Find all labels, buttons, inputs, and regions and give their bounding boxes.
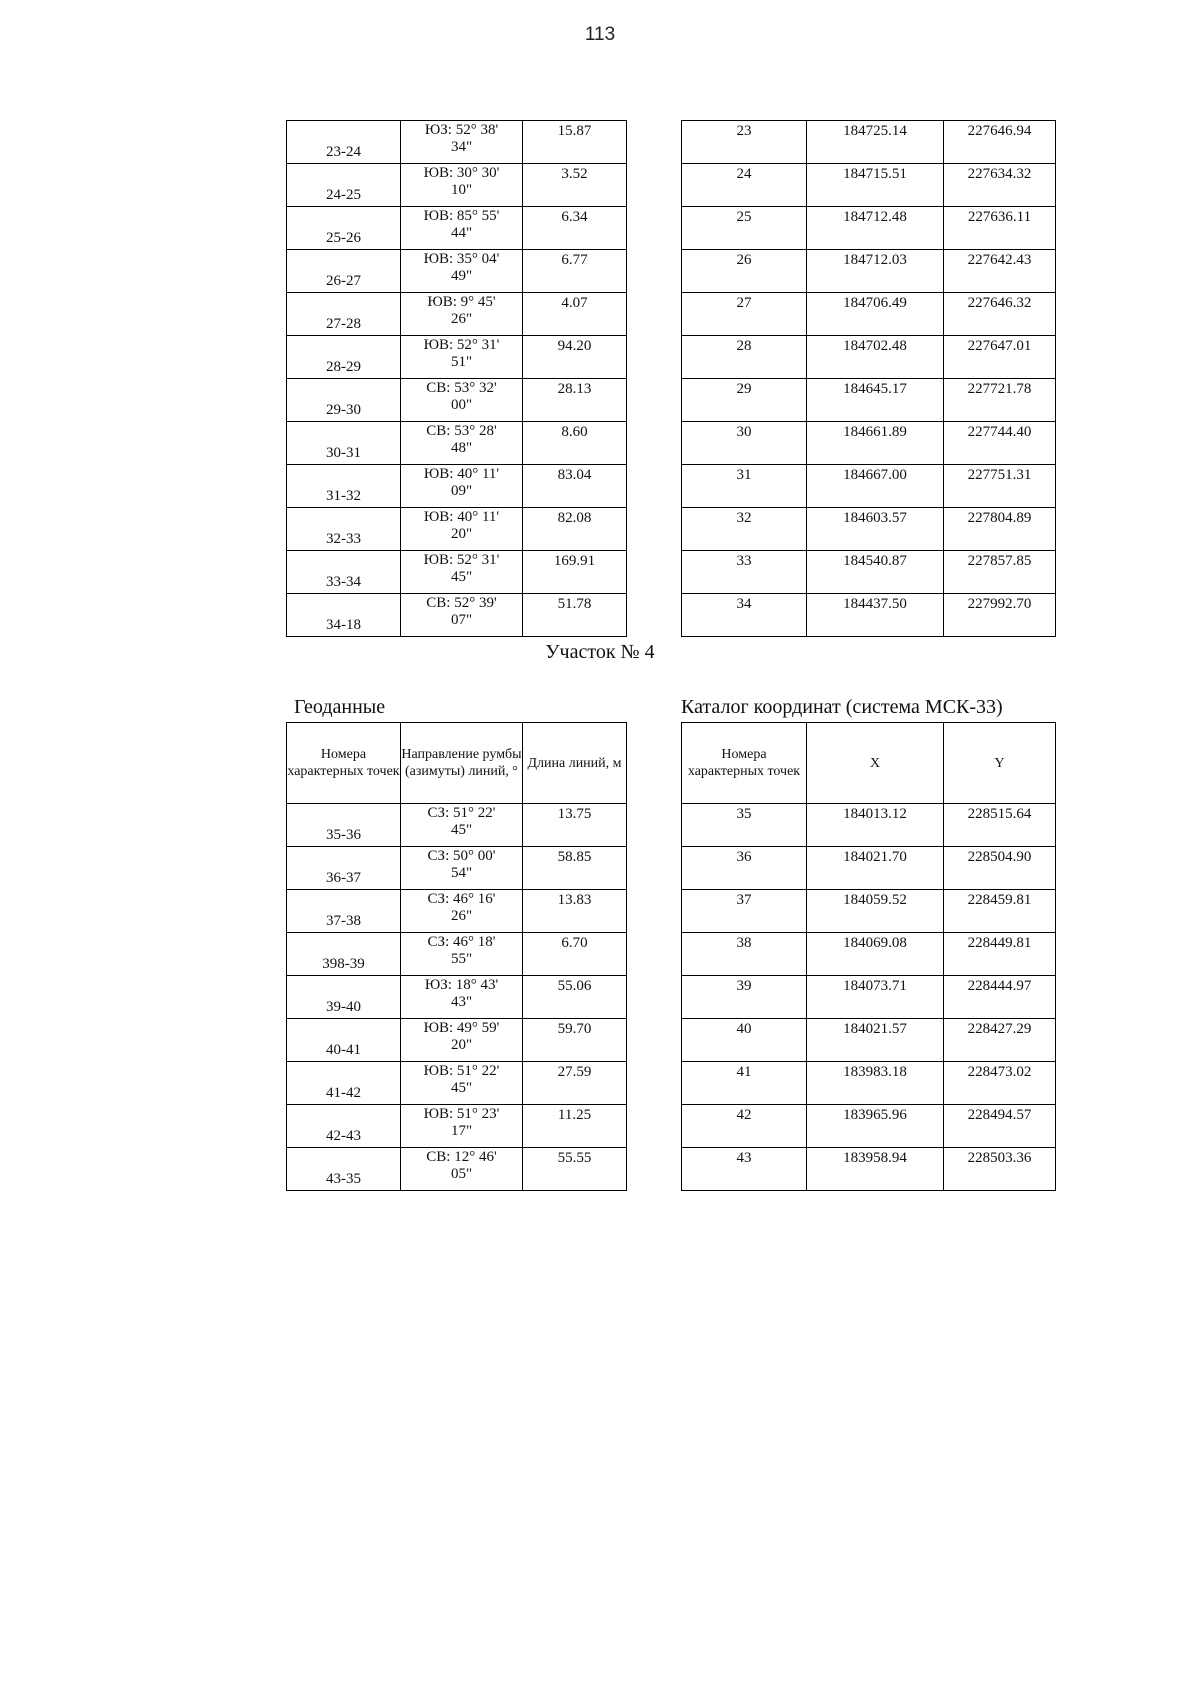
length-cell: 55.55 (523, 1148, 627, 1191)
direction-degrees: ЮЗ: 52° 38' (424, 122, 499, 138)
points-cell: 398-39 (287, 933, 401, 976)
table-row (682, 594, 1056, 637)
length-cell: 11.25 (523, 1105, 627, 1148)
table-row (682, 422, 1056, 465)
header-x: X (807, 723, 944, 804)
table-row (682, 976, 1056, 1019)
direction-degrees: ЮВ: 85° 55' (423, 208, 500, 224)
catalog-header-row (682, 723, 1056, 804)
header-points: Номера характерных точек (287, 723, 401, 804)
y-cell: 228444.97 (944, 976, 1056, 1019)
y-cell: 228515.64 (944, 804, 1056, 847)
point-cell: 33 (682, 551, 807, 594)
direction-cell (401, 804, 523, 847)
direction-cell (401, 422, 523, 465)
x-cell: 184013.12 (807, 804, 944, 847)
direction-cell (401, 1105, 523, 1148)
catalog-table-bottom-body (682, 804, 1056, 1191)
points-cell: 24-25 (287, 164, 401, 207)
direction-degrees: ЮВ: 40° 11' (423, 466, 500, 482)
direction-cell (401, 1062, 523, 1105)
y-cell: 228427.29 (944, 1019, 1056, 1062)
direction-degrees: СЗ: 46° 16' (427, 891, 496, 907)
length-cell: 13.83 (523, 890, 627, 933)
y-cell: 227646.32 (944, 293, 1056, 336)
x-cell: 184667.00 (807, 465, 944, 508)
points-cell: 40-41 (287, 1019, 401, 1062)
y-cell: 227647.01 (944, 336, 1056, 379)
table-row (287, 1148, 627, 1191)
table-row (682, 207, 1056, 250)
direction-cell (401, 976, 523, 1019)
length-cell: 59.70 (523, 1019, 627, 1062)
direction-degrees: ЮВ: 49° 59' (423, 1020, 500, 1036)
length-cell: 13.75 (523, 804, 627, 847)
direction-degrees: СВ: 53° 32' (426, 380, 497, 396)
length-cell: 8.60 (523, 422, 627, 465)
direction-cell (401, 1148, 523, 1191)
direction-cell (401, 121, 523, 164)
direction-seconds: 44" (450, 225, 473, 241)
direction-degrees: ЮЗ: 18° 43' (424, 977, 499, 993)
x-cell: 184603.57 (807, 508, 944, 551)
direction-seconds: 09" (450, 483, 473, 499)
points-cell: 26-27 (287, 250, 401, 293)
table-row (682, 1148, 1056, 1191)
catalog-caption: Каталог координат (система МСК-33) (681, 696, 1003, 718)
points-cell: 29-30 (287, 379, 401, 422)
y-cell: 228504.90 (944, 847, 1056, 890)
table-row (682, 121, 1056, 164)
geodata-table-bottom (286, 722, 627, 1191)
length-cell: 58.85 (523, 847, 627, 890)
table-row (287, 465, 627, 508)
y-cell: 227751.31 (944, 465, 1056, 508)
direction-degrees: ЮВ: 40° 11' (423, 509, 500, 525)
table-row (682, 1019, 1056, 1062)
table-row (287, 1019, 627, 1062)
geodata-table-bottom-body (287, 804, 627, 1191)
points-cell: 30-31 (287, 422, 401, 465)
points-cell: 34-18 (287, 594, 401, 637)
table-row (287, 804, 627, 847)
table-row (682, 804, 1056, 847)
table-row (287, 422, 627, 465)
x-cell: 184712.48 (807, 207, 944, 250)
direction-degrees: ЮВ: 35° 04' (423, 251, 500, 267)
direction-degrees: СЗ: 50° 00' (427, 848, 496, 864)
direction-seconds: 00" (450, 397, 473, 413)
direction-cell (401, 465, 523, 508)
length-cell: 94.20 (523, 336, 627, 379)
y-cell: 227992.70 (944, 594, 1056, 637)
direction-cell (401, 890, 523, 933)
table-row (287, 1062, 627, 1105)
point-cell: 39 (682, 976, 807, 1019)
length-cell: 6.34 (523, 207, 627, 250)
direction-seconds: 45" (450, 822, 473, 838)
length-cell: 28.13 (523, 379, 627, 422)
direction-seconds: 07" (450, 612, 473, 628)
y-cell: 228459.81 (944, 890, 1056, 933)
length-cell: 169.91 (523, 551, 627, 594)
direction-seconds: 43" (450, 994, 473, 1010)
points-cell: 33-34 (287, 551, 401, 594)
table-row (682, 508, 1056, 551)
table-row (287, 164, 627, 207)
point-cell: 27 (682, 293, 807, 336)
geodata-caption: Геоданные (294, 696, 386, 718)
point-cell: 36 (682, 847, 807, 890)
point-cell: 41 (682, 1062, 807, 1105)
x-cell: 184645.17 (807, 379, 944, 422)
x-cell: 184706.49 (807, 293, 944, 336)
y-cell: 228449.81 (944, 933, 1056, 976)
direction-seconds: 10" (450, 182, 473, 198)
points-cell: 37-38 (287, 890, 401, 933)
direction-seconds: 05" (450, 1166, 473, 1182)
table-row (682, 551, 1056, 594)
x-cell: 184715.51 (807, 164, 944, 207)
direction-cell (401, 164, 523, 207)
page-number: 113 (584, 24, 616, 45)
direction-seconds: 26" (450, 311, 473, 327)
point-cell: 38 (682, 933, 807, 976)
header-points: Номера характерных точек (682, 723, 807, 804)
table-row (287, 890, 627, 933)
length-cell: 82.08 (523, 508, 627, 551)
direction-seconds: 45" (450, 569, 473, 585)
x-cell: 184702.48 (807, 336, 944, 379)
geodata-table-top-body (287, 121, 627, 637)
direction-degrees: ЮВ: 51° 22' (423, 1063, 500, 1079)
point-cell: 30 (682, 422, 807, 465)
length-cell: 6.77 (523, 250, 627, 293)
direction-degrees: СВ: 53° 28' (426, 423, 497, 439)
direction-seconds: 54" (450, 865, 473, 881)
point-cell: 31 (682, 465, 807, 508)
y-cell: 227804.89 (944, 508, 1056, 551)
length-cell: 6.70 (523, 933, 627, 976)
table-row (682, 847, 1056, 890)
point-cell: 37 (682, 890, 807, 933)
point-cell: 34 (682, 594, 807, 637)
header-direction: Направление румбы (азимуты) линий, ° (401, 723, 523, 804)
point-cell: 42 (682, 1105, 807, 1148)
y-cell: 227646.94 (944, 121, 1056, 164)
length-cell: 4.07 (523, 293, 627, 336)
points-cell: 28-29 (287, 336, 401, 379)
table-row (287, 1105, 627, 1148)
direction-cell (401, 336, 523, 379)
y-cell: 227636.11 (944, 207, 1056, 250)
direction-degrees: ЮВ: 51° 23' (423, 1106, 500, 1122)
y-cell: 228473.02 (944, 1062, 1056, 1105)
points-cell: 41-42 (287, 1062, 401, 1105)
y-cell: 227634.32 (944, 164, 1056, 207)
direction-seconds: 20" (450, 1037, 473, 1053)
direction-degrees: ЮВ: 30° 30' (423, 165, 500, 181)
y-cell: 227721.78 (944, 379, 1056, 422)
table-row (682, 465, 1056, 508)
geodata-header-row (287, 723, 627, 804)
direction-degrees: СЗ: 51° 22' (427, 805, 496, 821)
points-cell: 27-28 (287, 293, 401, 336)
point-cell: 35 (682, 804, 807, 847)
points-cell: 39-40 (287, 976, 401, 1019)
point-cell: 29 (682, 379, 807, 422)
y-cell: 227642.43 (944, 250, 1056, 293)
x-cell: 184021.57 (807, 1019, 944, 1062)
direction-seconds: 26" (450, 908, 473, 924)
table-row (287, 847, 627, 890)
direction-seconds: 51" (450, 354, 473, 370)
x-cell: 184069.08 (807, 933, 944, 976)
x-cell: 183965.96 (807, 1105, 944, 1148)
y-cell: 228503.36 (944, 1148, 1056, 1191)
direction-seconds: 55" (450, 951, 473, 967)
header-length: Длина линий, м (523, 723, 627, 804)
catalog-table-bottom (681, 722, 1056, 1191)
table-row (287, 336, 627, 379)
direction-degrees: ЮВ: 52° 31' (423, 552, 500, 568)
section-title: Участок № 4 (545, 641, 655, 663)
direction-seconds: 34" (450, 139, 473, 155)
catalog-table-top-body (682, 121, 1056, 637)
point-cell: 32 (682, 508, 807, 551)
y-cell: 227744.40 (944, 422, 1056, 465)
length-cell: 3.52 (523, 164, 627, 207)
direction-seconds: 49" (450, 268, 473, 284)
header-y: Y (944, 723, 1056, 804)
direction-cell (401, 847, 523, 890)
points-cell: 25-26 (287, 207, 401, 250)
table-row (287, 250, 627, 293)
table-row (682, 1105, 1056, 1148)
table-row (287, 508, 627, 551)
direction-seconds: 20" (450, 526, 473, 542)
table-row (682, 890, 1056, 933)
table-row (682, 336, 1056, 379)
direction-cell (401, 293, 523, 336)
x-cell: 184540.87 (807, 551, 944, 594)
direction-cell (401, 207, 523, 250)
direction-seconds: 48" (450, 440, 473, 456)
direction-degrees: ЮВ: 9° 45' (427, 294, 496, 310)
length-cell: 27.59 (523, 1062, 627, 1105)
point-cell: 28 (682, 336, 807, 379)
point-cell: 40 (682, 1019, 807, 1062)
table-row (682, 379, 1056, 422)
point-cell: 26 (682, 250, 807, 293)
table-row (287, 594, 627, 637)
points-cell: 35-36 (287, 804, 401, 847)
table-row (682, 933, 1056, 976)
point-cell: 43 (682, 1148, 807, 1191)
direction-degrees: СВ: 12° 46' (426, 1149, 497, 1165)
direction-cell (401, 508, 523, 551)
table-row (287, 293, 627, 336)
table-row (682, 1062, 1056, 1105)
x-cell: 184712.03 (807, 250, 944, 293)
points-cell: 32-33 (287, 508, 401, 551)
points-cell: 36-37 (287, 847, 401, 890)
table-row (287, 207, 627, 250)
table-row (287, 976, 627, 1019)
direction-cell (401, 933, 523, 976)
table-row (682, 293, 1056, 336)
table-row (287, 121, 627, 164)
direction-cell (401, 594, 523, 637)
direction-degrees: СЗ: 46° 18' (427, 934, 496, 950)
table-row (682, 250, 1056, 293)
table-row (682, 164, 1056, 207)
x-cell: 184021.70 (807, 847, 944, 890)
x-cell: 184437.50 (807, 594, 944, 637)
catalog-table-top (681, 120, 1056, 637)
length-cell: 15.87 (523, 121, 627, 164)
y-cell: 228494.57 (944, 1105, 1056, 1148)
points-cell: 31-32 (287, 465, 401, 508)
direction-degrees: СВ: 52° 39' (426, 595, 497, 611)
direction-seconds: 17" (450, 1123, 473, 1139)
points-cell: 43-35 (287, 1148, 401, 1191)
length-cell: 51.78 (523, 594, 627, 637)
x-cell: 184661.89 (807, 422, 944, 465)
direction-cell (401, 379, 523, 422)
points-cell: 42-43 (287, 1105, 401, 1148)
x-cell: 184725.14 (807, 121, 944, 164)
table-row (287, 379, 627, 422)
point-cell: 24 (682, 164, 807, 207)
geodata-table-top (286, 120, 627, 637)
direction-cell (401, 1019, 523, 1062)
x-cell: 184073.71 (807, 976, 944, 1019)
point-cell: 23 (682, 121, 807, 164)
point-cell: 25 (682, 207, 807, 250)
table-row (287, 933, 627, 976)
points-cell: 23-24 (287, 121, 401, 164)
direction-cell (401, 250, 523, 293)
x-cell: 183958.94 (807, 1148, 944, 1191)
y-cell: 227857.85 (944, 551, 1056, 594)
direction-seconds: 45" (450, 1080, 473, 1096)
x-cell: 184059.52 (807, 890, 944, 933)
x-cell: 183983.18 (807, 1062, 944, 1105)
direction-degrees: ЮВ: 52° 31' (423, 337, 500, 353)
length-cell: 83.04 (523, 465, 627, 508)
table-row (287, 551, 627, 594)
direction-cell (401, 551, 523, 594)
length-cell: 55.06 (523, 976, 627, 1019)
